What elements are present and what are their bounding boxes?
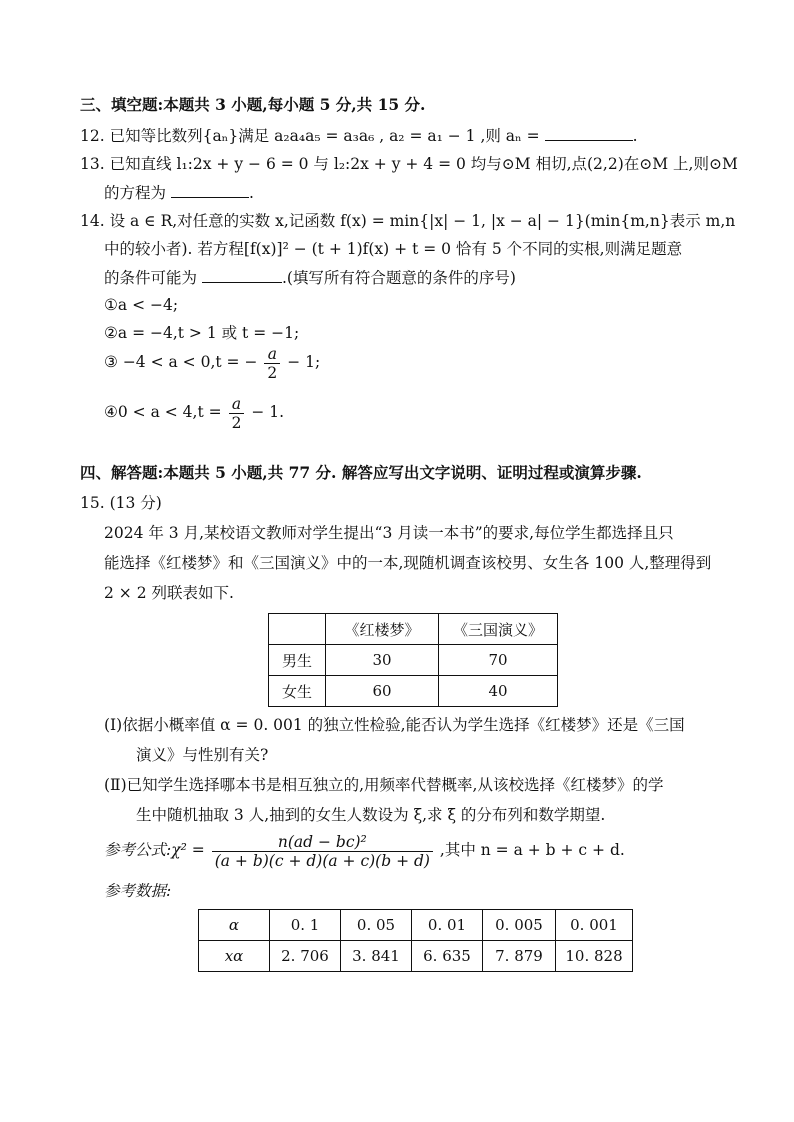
opt3-frac-num: a: [264, 345, 280, 364]
opt4-fraction: [229, 395, 245, 432]
table-header-cell: 《三国演义》: [439, 614, 558, 645]
q14-answer-blank[interactable]: [202, 266, 282, 283]
table-header-row: [269, 614, 558, 645]
table-cell: 0. 01: [412, 910, 483, 941]
q13-answer-blank[interactable]: [171, 181, 249, 198]
q14-instruction: .(填写所有符合题意的条件的序号): [281, 269, 516, 287]
opt3-suffix: − 1;: [287, 353, 321, 371]
table-row: [199, 941, 633, 972]
opt3-prefix: ③ −4 < a < 0,t = −: [104, 353, 258, 371]
q15-intro-line2: 能选择《红楼梦》和《三国演义》中的一本,现随机调查该校男、女生各 100 人,整理得到: [104, 554, 712, 572]
q15-part2-line2: 生中随机抽取 3 人,抽到的女生人数设为 ξ,求 ξ 的分布列和数学期望.: [136, 806, 606, 824]
q15-part1-line2: 演义》与性别有关?: [136, 746, 269, 764]
table-cell: 0. 1: [270, 910, 341, 941]
opt4-suffix: − 1.: [251, 403, 285, 421]
question-13-line2: [104, 181, 254, 204]
q12-answer-blank[interactable]: [545, 124, 633, 141]
q15-intro-line1: 2024 年 3 月,某校语文教师对学生提出“3 月读一本书”的要求,每位学生都选择且只: [104, 524, 674, 542]
q14-option-3: [104, 344, 320, 382]
table-cell: 6. 635: [412, 941, 483, 972]
question-15-title: 15. (13 分): [80, 494, 162, 512]
table-cell: 女生: [269, 676, 326, 707]
opt3-fraction: [264, 345, 280, 382]
table-cell: 60: [326, 676, 439, 707]
q14-text: 的条件可能为: [104, 269, 198, 287]
table-cell: 7. 879: [483, 941, 556, 972]
q13-text: 的方程为: [104, 184, 167, 202]
question-14-line1: 14. 设 a ∈ R,对任意的实数 x,记函数 f(x) = min{|x| − 1, |x − a| − 1}(min{m,n}表示 m,n: [80, 212, 736, 230]
opt4-frac-den: 2: [231, 413, 242, 432]
formula-label: 参考公式:χ² =: [104, 841, 205, 859]
table-cell: 0. 005: [483, 910, 556, 941]
chi-square-fraction: [212, 833, 433, 870]
reference-data-label: 参考数据:: [104, 882, 172, 900]
table-row: [269, 645, 558, 676]
contingency-table: [268, 613, 558, 707]
formula-tail: ,其中 n = a + b + c + d.: [439, 841, 625, 859]
table-cell: α: [199, 910, 270, 941]
table-row: [199, 910, 633, 941]
q13-end: .: [248, 184, 254, 202]
q15-part2-line1: (Ⅱ)已知学生选择哪本书是相互独立的,用频率代替概率,从该校选择《红楼梦》的学: [104, 776, 664, 794]
reference-formula: [104, 830, 625, 870]
opt4-prefix: ④0 < a < 4,t =: [104, 403, 222, 421]
opt4-frac-num: a: [229, 395, 245, 414]
table-cell: 男生: [269, 645, 326, 676]
formula-numerator: n(ad − bc)²: [212, 833, 433, 852]
q14-option-4: [104, 394, 284, 432]
q12-end: .: [632, 127, 638, 145]
table-cell: 0. 05: [341, 910, 412, 941]
table-row: [269, 676, 558, 707]
opt3-frac-den: 2: [267, 363, 278, 382]
q15-part1-line1: (Ⅰ)依据小概率值 α = 0. 001 的独立性检验,能否认为学生选择《红楼梦》还是《三国: [104, 716, 685, 734]
table-cell: 10. 828: [556, 941, 633, 972]
question-12: [80, 124, 638, 147]
section3-heading: 三、填空题:本题共 3 小题,每小题 5 分,共 15 分.: [80, 95, 426, 114]
q15-intro-line3: 2 × 2 列联表如下.: [104, 584, 234, 602]
question-13-line1: 13. 已知直线 l₁:2x + y − 6 = 0 与 l₂:2x + y + 4 = 0 均与⊙M 相切,点(2,2)在⊙M 上,则⊙M: [80, 155, 738, 173]
q12-text: 12. 已知等比数列{aₙ}满足 a₂a₄a₅ = a₃a₆ , a₂ = a₁ − 1 ,则 aₙ =: [80, 127, 540, 145]
question-14-line2: 中的较小者). 若方程[f(x)]² − (t + 1)f(x) + t = 0 恰有 5 个不同的实根,则满足题意: [104, 240, 683, 258]
table-header-cell: [269, 614, 326, 645]
table-cell: xα: [199, 941, 270, 972]
table-cell: 40: [439, 676, 558, 707]
critical-value-table: [198, 909, 633, 972]
question-14-line3: [104, 266, 516, 289]
table-cell: 2. 706: [270, 941, 341, 972]
section4-heading: 四、解答题:本题共 5 小题,共 77 分. 解答应写出文字说明、证明过程或演算步骤.: [80, 463, 642, 482]
q14-option-1: ①a < −4;: [104, 296, 179, 314]
table-cell: 0. 001: [556, 910, 633, 941]
table-header-cell: 《红楼梦》: [326, 614, 439, 645]
table-cell: 70: [439, 645, 558, 676]
q14-option-2: ②a = −4,t > 1 或 t = −1;: [104, 324, 300, 342]
formula-denominator: (a + b)(c + d)(a + c)(b + d): [214, 851, 430, 870]
table-cell: 30: [326, 645, 439, 676]
table-cell: 3. 841: [341, 941, 412, 972]
